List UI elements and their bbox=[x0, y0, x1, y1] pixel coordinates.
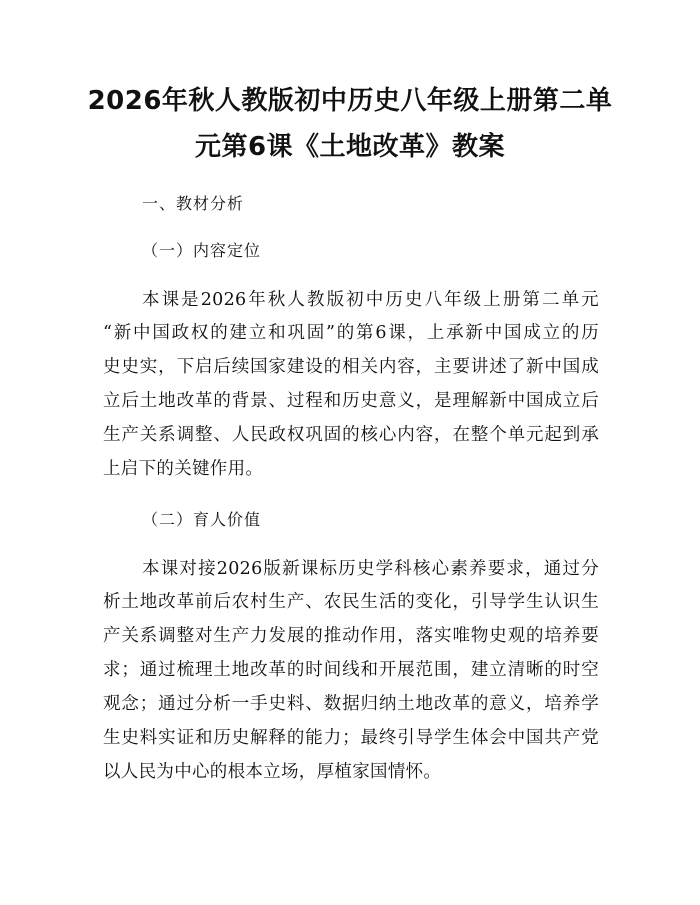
document-title-line-1: 2026年秋人教版初中历史八年级上册第二单 bbox=[87, 86, 613, 116]
document-title-line-2: 元第6课《土地改革》教案 bbox=[194, 132, 506, 162]
subheading-educational-value: （二）育人价值 bbox=[142, 510, 262, 529]
paragraph-1-line: 史史实，下启后续国家建设的相关内容，主要讲述了新中国成 bbox=[103, 357, 599, 377]
section-heading-textbook-analysis: 一、教材分析 bbox=[142, 194, 245, 213]
subheading-content-positioning: （一）内容定位 bbox=[142, 241, 262, 260]
paragraph-2-line: 以人民为中心的根本立场，厚植家国情怀。 bbox=[103, 762, 442, 782]
paragraph-2-line: 求；通过梳理土地改革的时间线和开展范围，建立清晰的时空 bbox=[103, 660, 599, 680]
paragraph-2-line: 本课对接2026版新课标历史学科核心素养要求，通过分 bbox=[142, 559, 599, 579]
paragraph-1-line: “新中国政权的建立和巩固”的第6课，上承新中国成立的历 bbox=[103, 323, 599, 343]
paragraph-2-line: 产关系调整对生产力发展的推动作用，落实唯物史观的培养要 bbox=[103, 626, 599, 646]
paragraph-2-line: 析土地改革前后农村生产、农民生活的变化，引导学生认识生 bbox=[103, 592, 599, 612]
paragraph-1-line: 上启下的关键作用。 bbox=[103, 459, 264, 479]
paragraph-2-line: 生史料实证和历史解释的能力；最终引导学生体会中国共产党 bbox=[103, 728, 599, 748]
paragraph-1-line: 立后土地改革的背景、过程和历史意义，是理解新中国成立后 bbox=[103, 391, 599, 411]
paragraph-1-line: 生产关系调整、人民政权巩固的核心内容，在整个单元起到承 bbox=[103, 425, 599, 445]
paragraph-1-line: 本课是2026年秋人教版初中历史八年级上册第二单元 bbox=[142, 290, 599, 310]
paragraph-2-line: 观念；通过分析一手史料、数据归纳土地改革的意义，培养学 bbox=[103, 694, 599, 714]
